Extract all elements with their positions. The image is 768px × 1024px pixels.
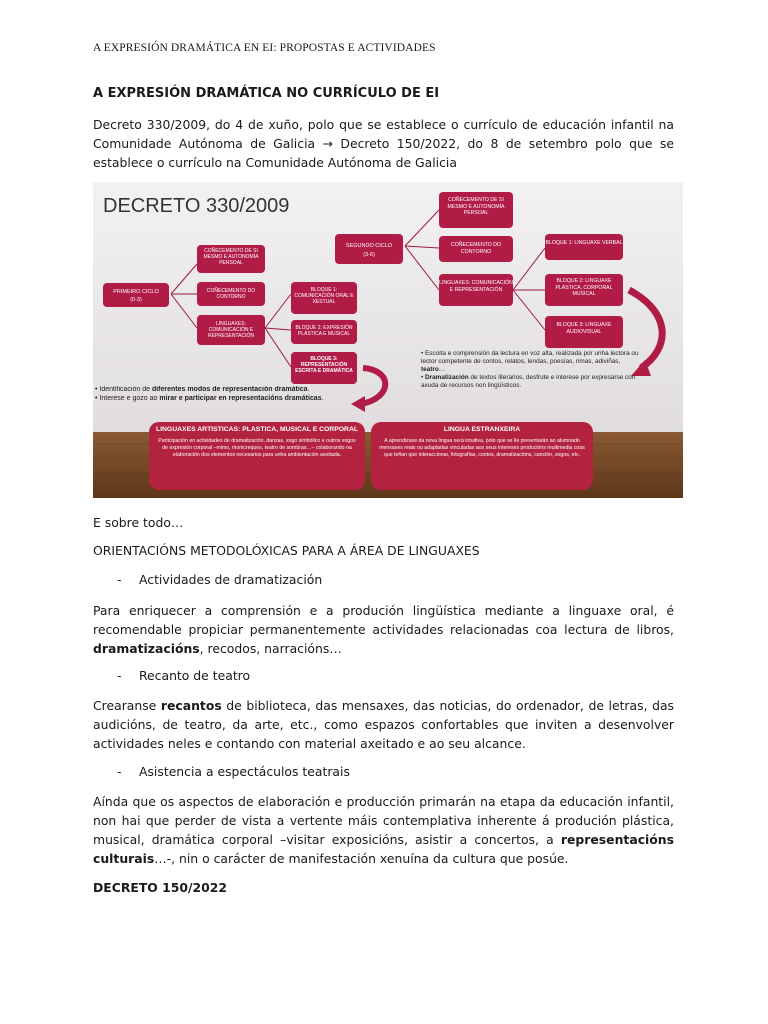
bold-term: recantos: [160, 698, 222, 713]
bullet-label: Asistencia a espectáculos teatrais: [139, 764, 350, 779]
bloque1-left-label: BLOQUE 1: COMUNICACIÓN ORAL E XESTUAL: [294, 287, 354, 305]
bullet-label: Actividades de dramatización: [139, 572, 323, 587]
panel2-title: LINGUA ESTRANXEIRA: [443, 426, 521, 433]
panel1-text: Participación en actividades de dramatización, danzas, xogo simbólico e outros xogos de expresión corporal –mimo, monicreques, teatro de sombras…– colaborando na elaboración dos elementos necesarios para unha ambientación axeitada.: [158, 438, 356, 458]
decreto-2022-heading: DECRETO 150/2022: [93, 880, 228, 895]
segundo-ciclo-label: SEGUNDO CICLO: [345, 243, 393, 249]
area3-label-right: LINGUAXES: COMUNICACIÓN E REPRESENTACIÓN: [439, 280, 513, 293]
right-note-2-text: de textos literarios, desfrute e interese por expresarse con axuda de recursos non lingüísticos.: [421, 374, 636, 389]
panel2-text: A aprendizaxe da nova lingua será intuitiva, polo que se lle presentarán ao alumnado mensaxes reais ou adaptadas vinculadas aos seus intereses producións multimedia coas que teñan que interaccionar, fotografías, contos, dramatizacións, canción, xogos, etc.: [379, 438, 585, 458]
bold-term: representacións culturais: [93, 832, 674, 866]
left-note-1-text: Identificación de: [99, 386, 152, 393]
area1-label-right: COÑECEMENTO DE SI MESMO E AUTONOMÍA PERSOAL: [447, 197, 505, 216]
right-note-2-bold: Dramatización: [425, 374, 469, 381]
right-note-1-text: Escoita e comprensión da lectura en voz alta, realizada por unha lectora ou lector competente de contos, relatos, lendas, poesías, rimas, adiviñas,: [421, 350, 639, 365]
right-note-1-bold: teatro: [421, 366, 439, 373]
list-item: - Actividades de dramatización: [117, 572, 323, 587]
bloque3-right-label: BLOQUE 3: LINGUAXE AUDIOVISUAL: [556, 322, 612, 335]
section-heading: A EXPRESIÓN DRAMÁTICA NO CURRÍCULO DE EI: [93, 86, 440, 101]
page-header: A EXPRESIÓN DRAMÁTICA EN EI: PROPOSTAS E ACTIVIDADES: [93, 42, 436, 54]
bloque2-left-label: BLOQUE 2: EXPRESIÓN PLÁSTICA E MUSICAL: [295, 325, 353, 337]
list-item: - Recanto de teatro: [117, 668, 251, 683]
left-note-2-bold: mirar e participar en representacións dramáticas: [159, 394, 322, 402]
bold-term: dramatizacións: [93, 641, 200, 656]
orientacions-heading: ORIENTACIÓNS METODOLÓXICAS PARA A ÁREA DE LINGUAXES: [93, 543, 480, 558]
primeiro-ciclo-range: (0-3): [130, 297, 142, 303]
panel1-title: LINGUAXES ARTÍSTICAS: PLÁSTICA, MUSICAL E CORPORAL: [155, 426, 359, 433]
bloque3-left-label: BLOQUE 3: REPRESENTACIÓN ESCRITA E DRAMÁTICA: [295, 356, 353, 374]
area2-label-left: COÑECEMENTO DO CONTORNO: [206, 288, 256, 300]
list-item: - Asistencia a espectáculos teatrais: [117, 764, 350, 779]
bloque1-right-label: BLOQUE 1: LINGUAXE VERBAL: [545, 240, 623, 246]
sobre-todo-text: E sobre todo…: [93, 515, 184, 530]
bloque2-right-label: BLOQUE 2: LINGUAXE PLÁSTICA, CORPORAL MUSICAL: [555, 278, 613, 297]
area1-label-left: COÑECEMENTO DE SI MESMO E AUTONOMÍA PERSOAL: [203, 248, 259, 266]
bullet-label: Recanto de teatro: [139, 668, 251, 683]
intro-paragraph: Decreto 330/2009, do 4 de xuño, polo que se establece o currículo de educación infantil na Comunidade Autónoma de Galicia → Decreto 150/2022, do 8 de setembro polo que se establece o currículo na Comunidade Autónoma de Galicia: [93, 117, 674, 170]
left-note-2-text: Interese e gozo ao: [99, 394, 160, 402]
paragraph-recanto: Crearanse recantos de biblioteca, das mensaxes, das noticias, do ordenador, de letras, das audicións, de teatro, da arte, etc., como espazos confortables que inviten a desenvolver actividades neles e contando con material axeitado e ao seu alcance.: [93, 698, 674, 751]
area3-label-left: LINGUAXES: COMUNICACIÓN E REPRESENTACIÓN: [207, 321, 255, 339]
diagram-title: DECRETO 330/2009: [103, 195, 290, 217]
paragraph-asistencia: Aínda que os aspectos de elaboración e producción primarán na etapa da educación infantil, non hai que perder de vista a vertente máis contemplativa inherente á produción plástica, musical, dramática corporal –visitar exposicións, asistir a concertos, a representacións culturais…-, nin o carácter de manifestación xenuína da cultura que posúe.: [93, 794, 674, 866]
segundo-ciclo-range: (3-6): [363, 252, 375, 258]
decree-diagram: DECRETO 330/2009 PRIMEIRO CICLO (0-3) SEGUNDO CICLO (3-6) COÑECEMENTO DE SI MESMO E AUTONOMÍA PERSOAL COÑECEMENTO DO CONTORNO LINGUAXES: COMUNICACIÓN E REPRESENTACIÓN BLOQUE 1: COMUNICACIÓN ORAL E XESTUAL BLOQUE 2: EXPRESIÓN PLÁSTICA E MUSICAL BLOQUE 3: REPRESENTACIÓN ESCRITA E DRAMÁTICA COÑECEMENTO DE SI MESMO E AUTONOMÍA PERSOAL COÑECEMENTO DO CONTORNO LINGUAXES: COMUNICACIÓN E REPRESENTACIÓN BLOQUE 1: LINGUAXE VERBAL BLOQUE 2: LINGUAXE PLÁSTICA, CORPORAL MUSICAL BLOQUE 3: LINGUAXE AUDIOVISUAL • Identificación de diferentes modos de representación dramática. • Interese e gozo ao mirar e participar en representacións dramáticas. • Escoita e comprensión da lectura en voz alta, realizada por unha lectora ou lector competente de contos, relatos, lendas, poesías, rimas, adiviñas, teatro… • Dramatización de textos literarios, desfrute e interese por expresarse con axuda de recursos non lingüísticos. LINGUAXES ARTÍSTICAS: PLÁSTICA, MUSICAL E CORPORAL Participación en actividades de dramatización, danzas, xogo simbólico e outros xogos de expresión corporal –mimo, monicreques, teatro de sombras…– colaborando na elaboración dos elementos necesarios para unha ambientación axeitada. LINGUA ESTRANXEIRA A aprendizaxe da nova lingua será intuitiva, polo que se lle presentarán ao alumnado mensaxes reais ou adaptadas vinculadas aos seus intereses producións multimedia coas que teñan que interaccionar, fotografías, contos, dramatizacións, canción, xogos, etc.: [93, 182, 683, 498]
left-note-1-bold: diferentes modos de representación dramática: [151, 386, 308, 393]
primeiro-ciclo-label: PRIMEIRO CICLO: [113, 289, 159, 295]
paragraph-dramatizacion: Para enriquecer a comprensión e a produción lingüística mediante a linguaxe oral, é recomendable propiciar permanentemente actividades relacionadas coa lectura de libros, dramatizacións, recodos, narracións…: [93, 603, 674, 656]
area2-label-right: COÑECEMENTO DO CONTORNO: [450, 242, 502, 255]
